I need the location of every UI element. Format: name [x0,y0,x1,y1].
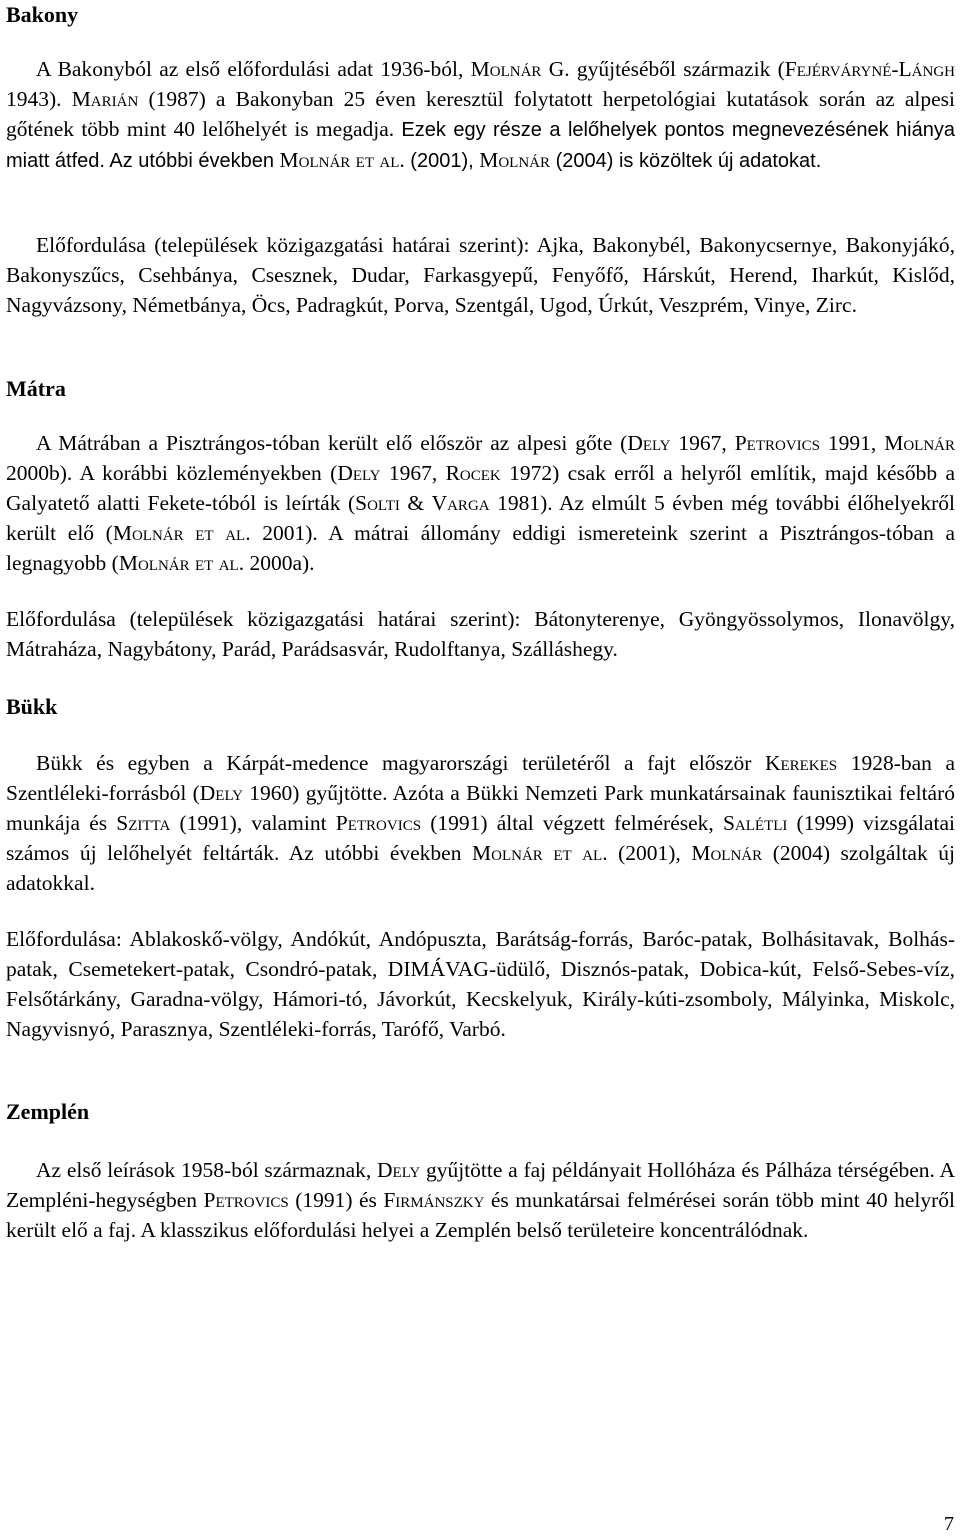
text-run: 1967, [670,431,735,455]
author-name: Varga [431,491,490,515]
paragraph-bakony-intro [6,54,955,176]
author-name: Petrovics [203,1188,289,1212]
text-run: (2001), [607,841,692,865]
paragraph-matra-intro [6,428,955,578]
author-name: Petrovics [734,431,821,455]
author-name: Szitta [116,811,171,835]
section-title-zemplen: Zemplén [6,1099,90,1124]
page-number: 7 [944,1513,954,1535]
author-name: Salétli [722,811,788,835]
text-run: (2001), [404,150,480,172]
text-run: 1981). Az elmúlt 5 évben még további élőhelyekről került elő ( [6,491,955,545]
author-name: Petrovics [335,811,422,835]
author-name: Fejérváryné-Lángh [784,57,955,81]
text-run: gyűjtötte a faj példányait Hollóháza és Pálháza térségében. A Zempléni-hegységben [6,1158,956,1212]
author-name: Molnár [470,57,542,81]
author-name: Firmánszky [383,1188,485,1212]
text-run: 1967, [380,461,446,485]
text-run: 1960) gyűjtötte. Azóta a Bükki Nemzeti Park munkatársainak faunisztikai feltáró munkája és [6,781,956,835]
text-run: G. gyűjtéséből származik ( [541,57,785,81]
section-title-matra: Mátra [6,376,66,401]
text-run: A Mátrában a Pisztrángos-tóban került elő először az alpesi gőte ( [36,431,628,455]
section-title-bakony: Bakony [6,2,79,27]
author-name: Molnár et al. [472,841,608,865]
section-title-bukk: Bükk [6,694,58,719]
text-run: (2004) is közöltek új adatokat. [550,150,822,172]
text-run: 1972) csak erről a helyről említik, majd később a Galyatető alatti Fekete-tóból is leírták ( [6,461,956,515]
author-name: Dely [337,461,381,485]
text-run: (2004) szolgáltak új adatokkal. [6,841,955,895]
author-name: Dely [377,1158,421,1182]
author-name: Molnár [691,841,763,865]
paragraph-bukk-occurrence: Előfordulása: Ablakoskő-völgy, Andókút, Andópuszta, Barátság-forrás, Baróc-patak, Bolhásitavak, Bolhás-patak, Csemetekert-patak, Csondró-patak, DIMÁVAG-üdülő, Disznós-patak, Dobica-kút, Felső-Sebes-víz, Felsőtárkány, Garadna-völgy, Hámori-tó, Jávorkút, Kecskelyuk, Király-kúti-zsomboly, Mályinka, Miskolc, Nagyvisnyó, Parasznya, Szentléleki-forrás, Tarófő, Varbó. [6,927,955,1041]
author-name: Molnár et al. [112,521,251,545]
text-run: A Bakonyból az első előfordulási adat 1936-ból, [36,57,471,81]
author-name: Kerekes [764,751,838,775]
author-name: Molnár et al. [279,148,405,172]
author-name: Marián [71,87,139,111]
text-run: & [399,491,432,515]
author-name: Molnár [479,148,551,172]
text-run: (1999) vizsgálatai számos új lelőhelyét feltárták. Az utóbbi években [6,811,955,865]
author-name: Rocek [445,461,501,485]
text-run: 2001). A mátrai állomány eddigi ismereteink szerint a Pisztrángos-tóban a legnagyobb ( [6,521,956,575]
paragraph-matra-occurrence: Előfordulása (települések közigazgatási határai szerint): Bátonyterenye, Gyöngyössolymos, Ilonavölgy, Mátraháza, Nagybátony, Parád, Parádsasvár, Rudolftanya, Szálláshegy. [6,607,955,661]
text-run: 1928-ban a Szentléleki-forrásból ( [6,751,956,805]
text-run: Az első leírások 1958-ból származnak, [36,1158,378,1182]
text-run: (1991) által végzett felmérések, [421,811,723,835]
paragraph-bakony-occurrence: Előfordulása (települések közigazgatási határai szerint): Ajka, Bakonybél, Bakonycsernye, Bakonyjákó, Bakonyszűcs, Csehbánya, Csesznek, Dudar, Farkasgyepű, Fenyőfő, Hárskút, Herend, Iharkút, Kislőd, Nagyvázsony, Németbánya, Öcs, Padragkút, Porva, Szentgál, Ugod, Úrkút, Veszprém, Vinye, Zirc. [6,233,955,317]
paragraph-bukk-intro [6,748,955,898]
text-run: (1987) a Bakonyban 25 éven keresztül folytatott herpetológiai kutatások során az alpesi gőtének több mint 40 lelőhelyét is megadja. [6,87,955,141]
author-name: Solti [355,491,400,515]
text-run: és munkatársai felmérései során több mint 40 helyről került elő a faj. A klasszikus előfordulási helyei a Zemplén belső területeire koncentrálódnak. [6,1188,956,1242]
text-run: Ezek egy része a lelőhelyek pontos megnevezésének hiánya miatt átfed. Az utóbbi években [6,119,955,172]
text-run: 2000a). [244,551,315,575]
text-run: (1991) és [288,1188,384,1212]
text-run: (1991), valamint [170,811,336,835]
text-run: Bükk és egyben a Kárpát-medence magyarországi területéről a fajt először [36,751,765,775]
author-name: Molnár [884,431,956,455]
author-name: Dely [627,431,671,455]
author-name: Molnár et al. [118,551,245,575]
author-name: Dely [199,781,243,805]
text-run: 2000b). A korábbi közleményekben ( [6,461,338,485]
text-run: 1991, [820,431,885,455]
paragraph-zemplen-intro [6,1155,955,1245]
text-run: 1943). [6,87,72,111]
